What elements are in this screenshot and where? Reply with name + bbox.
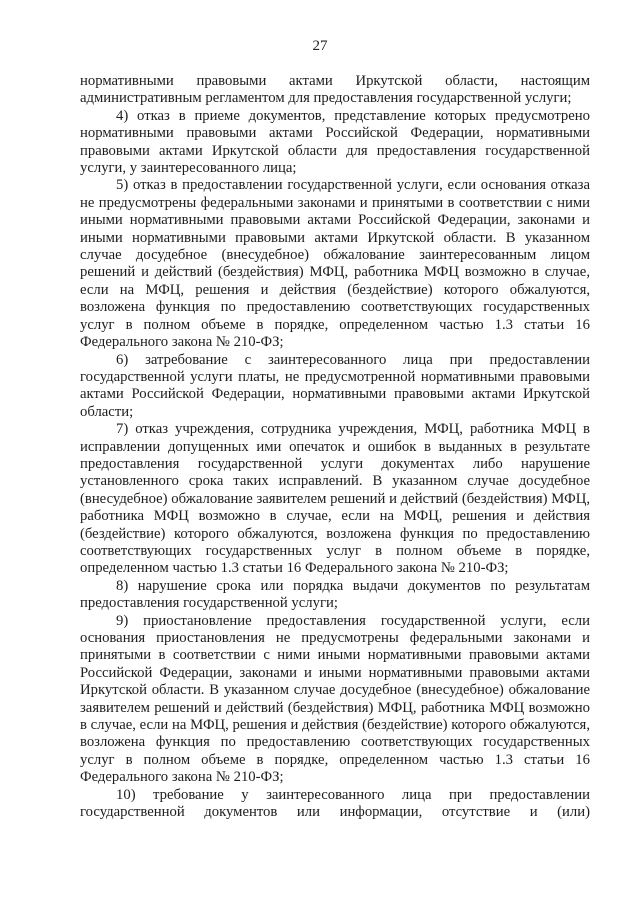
page-number: 27	[312, 38, 328, 54]
paragraph-continuation: нормативными правовыми актами Иркутской области, настоящим административным регламентом для предоставления государственной услуги;	[80, 73, 590, 107]
paragraph-item-6: 6) затребование с заинтересованного лица при предоставлении государственной услуги платы, не предусмотренной нормативными правовыми актами Российской Федерации, нормативными правовыми актами Иркутской области;	[80, 351, 590, 420]
paragraph-item-10: 10) требование у заинтересованного лица при предоставлении государственной документов или информации, отсутствие и (или)	[80, 786, 590, 821]
paragraph-item-9: 9) приостановление предоставления государственной услуги, если основания приостановления не предусмотрены федеральными законами и принятыми в соответствии с ними иными нормативными правовыми актами Российской Федерации, законами и иными нормативными правовыми актами Иркутской области. В указанном случае досудебное (внесудебное) обжалование заявителем решений и действий (бездействия) МФЦ, работника МФЦ возможно в случае, если на МФЦ, решения и действия (бездействие) которого обжалуются, возложена функция по предоставлению соответствующих государственных услуг в полном объеме в порядке, определенном частью 1.3 статьи 16 Федерального закона № 210-ФЗ;	[80, 612, 590, 786]
paragraph-item-7: 7) отказ учреждения, сотрудника учреждения, МФЦ, работника МФЦ в исправлении допущенных ими опечаток и ошибок в выданных в результате предоставления государственной услуги документах либо нарушение установленного срока таких исправлений. В указанном случае досудебное (внесудебное) обжалование заявителем решений и действий (бездействия) МФЦ, работника МФЦ возможно в случае, если на МФЦ, решения и действия (бездействие) которого обжалуются, возложена функция по предоставлению соответствующих государственных услуг в полном объеме в порядке, определенном частью 1.3 статьи 16 Федерального закона № 210-ФЗ;	[80, 421, 590, 577]
paragraph-item-5: 5) отказ в предоставлении государственной услуги, если основания отказа не предусмотрены федеральными законами и принятыми в соответствии с ними иными нормативными правовыми актами Российской Федерации, законами и иными нормативными правовыми актами Иркутской области. В указанном случае досудебное (внесудебное) обжалование заинтересованным лицом решений и действий (бездействия) МФЦ, работника МФЦ возможно в случае, если на МФЦ, решения и действия (бездействие) которого обжалуются, возложена функция по предоставлению соответствующих государственных услуг в полном объеме в порядке, определенном частью 1.3 статьи 16 Федерального закона № 210-ФЗ;	[80, 177, 590, 351]
paragraph-item-4: 4) отказ в приеме документов, представление которых предусмотрено нормативными правовыми актами Российской Федерации, нормативными правовыми актами Иркутской области для предоставления государственной услуги, у заинтересованного лица;	[80, 107, 590, 177]
document-body	[80, 73, 590, 821]
paragraph-item-8: 8) нарушение срока или порядка выдачи документов по результатам предоставления государственной услуги;	[80, 577, 590, 612]
